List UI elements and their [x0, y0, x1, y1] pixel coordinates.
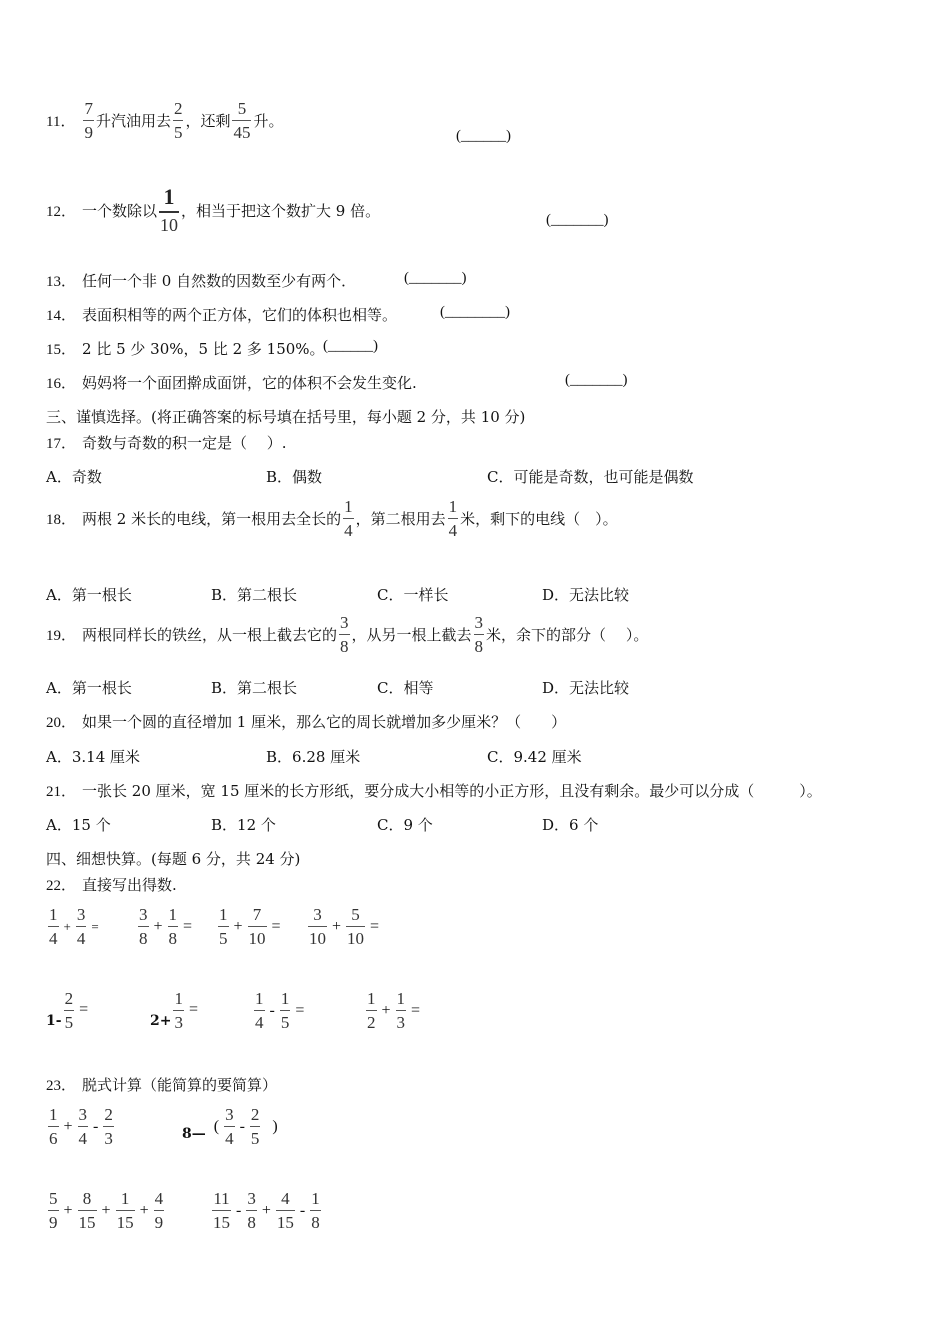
fraction — [48, 1190, 59, 1231]
question-text: ，还剩 — [185, 112, 231, 130]
denominator: 4 — [48, 926, 59, 947]
operator: - — [239, 1117, 245, 1135]
question-22 — [46, 874, 177, 895]
calc-expression — [46, 1106, 116, 1147]
denominator: 9 — [48, 1210, 59, 1231]
calc-expression — [46, 1190, 166, 1231]
operator: = — [79, 1001, 89, 1018]
question-number: 12． — [46, 203, 77, 220]
numerator: 5 — [49, 1189, 58, 1208]
calc-item — [216, 906, 284, 947]
denominator: 45 — [232, 120, 251, 141]
denominator: 8 — [339, 634, 350, 655]
fraction — [154, 1190, 165, 1231]
choice-d[interactable]: D．无法比较 — [542, 679, 630, 697]
numerator: 3 — [78, 1105, 88, 1124]
choice-d[interactable]: D．无法比较 — [542, 586, 630, 604]
denominator: 5 — [218, 926, 229, 947]
fraction — [103, 1106, 114, 1147]
fraction — [248, 906, 267, 947]
denominator: 15 — [78, 1210, 97, 1231]
numerator: 3 — [76, 905, 86, 924]
denominator: 4 — [254, 1010, 265, 1031]
fraction — [76, 906, 87, 947]
answer-blank[interactable]: (_______) — [546, 212, 609, 228]
denominator: 8 — [310, 1210, 321, 1231]
operator: + — [233, 917, 243, 935]
question-number: 14． — [46, 308, 77, 324]
question-20 — [46, 711, 566, 732]
fraction — [212, 1190, 231, 1231]
operator: + — [381, 1001, 391, 1019]
numerator: 7 — [84, 99, 93, 118]
question-text: 两根同样长的铁丝，从一根上截去它的 — [82, 626, 338, 644]
question-text: 升。 — [253, 112, 284, 130]
expression-prefix: 8— — [182, 1125, 206, 1142]
fraction — [346, 906, 365, 947]
denominator: 3 — [173, 1010, 184, 1031]
question-number: 18． — [46, 512, 77, 528]
operator: ) — [272, 1117, 278, 1135]
question-number: 21． — [46, 784, 77, 800]
numerator: 1 — [280, 989, 290, 1008]
denominator: 5 — [280, 1010, 291, 1031]
numerator: 1 — [168, 905, 178, 924]
question-15 — [46, 338, 325, 359]
choice-a[interactable]: A．奇数 — [46, 468, 102, 486]
numerator: 5 — [351, 905, 360, 924]
answer-blank[interactable]: (________) — [440, 304, 510, 320]
operator: = — [183, 917, 193, 935]
denominator: 6 — [48, 1126, 59, 1147]
numerator: 7 — [252, 905, 262, 924]
numerator: 3 — [474, 613, 484, 632]
question-text: 妈妈将一个面团擀成面饼，它的体积不会发生变化. — [82, 374, 417, 392]
numerator: 1 — [344, 497, 353, 516]
answer-blank[interactable]: (_______) — [565, 372, 628, 388]
question-text: 任何一个非 0 自然数的因数至少有两个． — [82, 272, 357, 290]
choice-a[interactable]: A．3.14 厘米 — [46, 748, 140, 766]
denominator: 4 — [76, 926, 87, 947]
operator: = — [91, 918, 99, 934]
question-text: ，从另一根上截去 — [351, 626, 472, 644]
operator: + — [153, 917, 163, 935]
choice-c[interactable]: C．9 个 — [377, 816, 433, 834]
denominator: 10 — [346, 926, 365, 947]
choice-a[interactable]: A．第一根长 — [46, 586, 132, 604]
numerator: 2 — [250, 1105, 260, 1124]
fraction — [168, 906, 179, 947]
fraction — [218, 906, 229, 947]
fraction — [310, 1190, 321, 1231]
operator: ( — [213, 1117, 220, 1135]
numerator: 1 — [311, 1189, 320, 1208]
calc-item — [136, 906, 195, 947]
question-number: 23． — [46, 1078, 77, 1094]
denominator: 3 — [396, 1010, 407, 1031]
operator: - — [299, 1201, 306, 1219]
question-17 — [46, 432, 287, 453]
denominator: 9 — [83, 120, 94, 141]
question-text: 脱式计算（能简算的要简算） — [82, 1076, 278, 1094]
denominator: 9 — [154, 1210, 165, 1231]
fraction — [343, 498, 354, 539]
question-16 — [46, 372, 417, 393]
choice-c[interactable]: C．相等 — [377, 679, 434, 697]
choice-c[interactable]: C．一样长 — [377, 586, 449, 604]
calc-expression — [182, 1106, 281, 1147]
question-text: 米，剩下的电线（ ）。 — [460, 510, 618, 528]
question-text: 直接写出得数. — [82, 876, 177, 894]
numerator: 1 — [367, 989, 376, 1008]
question-text: 表面积相等的两个正方体，它们的体积也相等。 — [82, 306, 398, 324]
operator: - — [236, 1201, 242, 1219]
denominator: 10 — [248, 926, 267, 947]
denominator: 4 — [448, 518, 459, 539]
question-number: 19． — [46, 628, 77, 644]
fraction — [116, 1190, 135, 1231]
operator: - — [93, 1117, 99, 1135]
numerator: 8 — [82, 1189, 92, 1208]
question-number: 17． — [46, 436, 77, 452]
fraction — [396, 990, 407, 1031]
answer-blank[interactable]: (_______) — [404, 270, 467, 286]
calc-item — [364, 990, 423, 1031]
fraction — [224, 1106, 235, 1147]
fraction — [159, 186, 179, 234]
question-number: 13． — [46, 274, 77, 290]
question-text: 奇数与奇数的积一定是（ ）. — [82, 434, 287, 452]
denominator: 15 — [276, 1210, 295, 1231]
numerator: 3 — [247, 1189, 256, 1208]
fraction — [448, 498, 459, 539]
question-13 — [46, 270, 356, 291]
expression-prefix: 2+ — [150, 1013, 172, 1029]
denominator: 5 — [173, 120, 184, 141]
question-text: 一张长 20 厘米，宽 15 厘米的长方形纸，要分成大小相等的小正方形，且没有剩余。最少可以分成（ ）。 — [82, 782, 822, 800]
numerator: 2 — [64, 989, 74, 1008]
denominator: 5 — [64, 1010, 75, 1031]
denominator: 5 — [250, 1126, 261, 1147]
fraction — [232, 100, 251, 141]
denominator: 8 — [246, 1210, 257, 1231]
fraction — [173, 100, 184, 141]
fraction — [366, 990, 377, 1031]
operator: = — [188, 1001, 199, 1018]
numerator: 3 — [139, 905, 148, 924]
question-19 — [46, 614, 648, 655]
choice-b[interactable]: B．6.28 厘米 — [266, 748, 361, 766]
numerator: 1 — [174, 989, 183, 1008]
fraction — [246, 1190, 257, 1231]
choice-a[interactable]: A．15 个 — [46, 816, 111, 834]
operator: + — [332, 917, 342, 935]
fraction — [308, 906, 327, 947]
numerator: 11 — [213, 1189, 230, 1208]
fraction — [276, 1190, 295, 1231]
operator: + — [63, 1201, 73, 1219]
section-4-heading: 四、细想快算。(每题 6 分，共 24 分) — [46, 850, 301, 868]
numerator: 1 — [219, 905, 228, 924]
denominator: 10 — [159, 211, 179, 234]
numerator: 3 — [313, 905, 322, 924]
question-11 — [46, 100, 284, 141]
fraction — [48, 1106, 59, 1147]
calc-item — [46, 906, 102, 947]
operator: - — [269, 1001, 275, 1019]
question-text: ，相当于把这个数扩大 9 倍。 — [181, 201, 381, 220]
fraction — [83, 100, 94, 141]
question-number: 11． — [46, 114, 76, 130]
denominator: 8 — [138, 926, 149, 947]
denominator: 4 — [78, 1126, 89, 1147]
fraction — [173, 990, 184, 1031]
question-text: 升汽油用去 — [95, 112, 171, 130]
operator: + — [139, 1201, 149, 1219]
question-text: 一个数除以 — [82, 201, 158, 220]
operator: + — [261, 1201, 271, 1219]
fraction — [48, 906, 59, 947]
numerator: 1 — [120, 1189, 130, 1208]
calc-item — [252, 990, 307, 1031]
question-number: 22． — [46, 878, 77, 894]
denominator: 15 — [116, 1210, 135, 1231]
numerator: 2 — [173, 99, 183, 118]
denominator: 8 — [474, 634, 485, 655]
question-23 — [46, 1074, 277, 1095]
fraction — [254, 990, 265, 1031]
question-number: 20． — [46, 715, 77, 731]
numerator: 1 — [448, 497, 458, 516]
question-number: 15． — [46, 342, 77, 358]
question-number: 16． — [46, 376, 77, 392]
choice-a[interactable]: A．第一根长 — [46, 679, 132, 697]
choice-b[interactable]: B．第二根长 — [211, 679, 298, 697]
question-text: ，第二根用去 — [355, 510, 446, 528]
denominator: 15 — [212, 1210, 231, 1231]
question-text: 如果一个圆的直径增加 1 厘米，那么它的周长就增加多少厘米？（ ） — [82, 713, 567, 731]
fraction — [280, 990, 291, 1031]
choice-b[interactable]: B．第二根长 — [211, 586, 298, 604]
numerator: 3 — [340, 613, 349, 632]
operator: = — [295, 1001, 305, 1019]
denominator: 10 — [308, 926, 327, 947]
operator: + — [101, 1201, 111, 1219]
choice-b[interactable]: B．12 个 — [211, 816, 276, 834]
numerator: 4 — [154, 1189, 164, 1208]
calc-item — [46, 990, 91, 1031]
calc-item — [150, 990, 201, 1031]
choice-d[interactable]: D．6 个 — [542, 816, 599, 834]
numerator: 2 — [104, 1105, 113, 1124]
choice-c[interactable]: C．可能是奇数，也可能是偶数 — [487, 468, 694, 486]
numerator: 4 — [281, 1189, 290, 1208]
section-3-heading: 三、谨慎选择。(将正确答案的标号填在括号里，每小题 2 分，共 10 分) — [46, 408, 526, 426]
choice-b[interactable]: B．偶数 — [266, 468, 323, 486]
operator: = — [411, 1001, 421, 1019]
numerator: 1 — [49, 905, 58, 924]
fraction — [250, 1106, 261, 1147]
question-text: 米，余下的部分（ ）。 — [486, 626, 649, 644]
numerator: 1 — [163, 184, 175, 209]
fraction — [474, 614, 485, 655]
numerator: 1 — [396, 989, 406, 1008]
operator: = — [271, 917, 281, 935]
answer-blank[interactable]: (______) — [456, 128, 511, 144]
denominator: 8 — [168, 926, 179, 947]
operator: + — [63, 1117, 73, 1135]
question-18 — [46, 498, 618, 539]
fraction — [138, 906, 149, 947]
operator: = — [370, 917, 380, 935]
numerator: 5 — [237, 99, 247, 118]
denominator: 2 — [366, 1010, 377, 1031]
denominator: 4 — [343, 518, 354, 539]
numerator: 1 — [255, 989, 264, 1008]
question-12 — [46, 186, 380, 234]
fraction — [78, 1190, 97, 1231]
numerator: 3 — [225, 1105, 234, 1124]
question-text: 两根 2 米长的电线，第一根用去全长的 — [82, 510, 342, 528]
question-14 — [46, 304, 397, 325]
expression-prefix: 1- — [46, 1013, 62, 1029]
numerator: 1 — [49, 1105, 58, 1124]
calc-item — [306, 906, 382, 947]
fraction — [339, 614, 350, 655]
answer-blank[interactable]: (______) — [323, 338, 378, 354]
denominator: 4 — [224, 1126, 235, 1147]
denominator: 3 — [103, 1126, 114, 1147]
choice-c[interactable]: C．9.42 厘米 — [487, 748, 582, 766]
question-text: 2 比 5 少 30%，5 比 2 多 150%。 — [82, 340, 325, 358]
operator: + — [63, 918, 71, 934]
question-21 — [46, 780, 822, 801]
fraction — [78, 1106, 89, 1147]
fraction — [64, 990, 75, 1031]
calc-expression — [210, 1190, 323, 1231]
